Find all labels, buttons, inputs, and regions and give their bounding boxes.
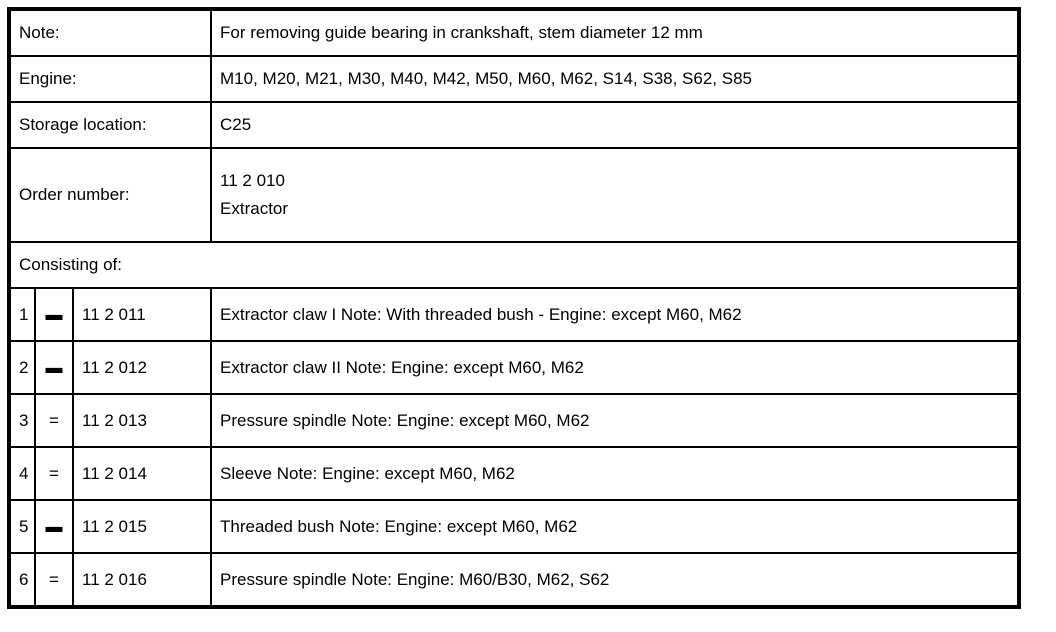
item-order-number: 11 2 015 bbox=[73, 500, 211, 553]
item-description: Sleeve Note: Engine: except M60, M62 bbox=[211, 447, 1019, 500]
section-header-row bbox=[9, 242, 1019, 288]
equals-symbol: = bbox=[35, 447, 73, 500]
item-order-number: 11 2 016 bbox=[73, 553, 211, 607]
table-row bbox=[9, 500, 1019, 553]
order-number-code: 11 2 010 bbox=[220, 170, 285, 190]
item-order-number: 11 2 011 bbox=[73, 288, 211, 341]
item-number: 3 bbox=[9, 394, 35, 447]
item-number: 4 bbox=[9, 447, 35, 500]
table-row bbox=[9, 553, 1019, 607]
equals-symbol: ▬ bbox=[35, 288, 73, 341]
equals-symbol: ▬ bbox=[35, 500, 73, 553]
item-number: 6 bbox=[9, 553, 35, 607]
note-label: Note: bbox=[9, 9, 211, 56]
table-row bbox=[9, 394, 1019, 447]
equals-symbol: = bbox=[35, 394, 73, 447]
info-row-note bbox=[9, 9, 1019, 56]
item-description: Pressure spindle Note: Engine: except M60, M62 bbox=[211, 394, 1019, 447]
equals-symbol: ▬ bbox=[35, 341, 73, 394]
item-description: Extractor claw I Note: With threaded bush - Engine: except M60, M62 bbox=[211, 288, 1019, 341]
table-row bbox=[9, 341, 1019, 394]
item-order-number: 11 2 012 bbox=[73, 341, 211, 394]
item-description: Extractor claw II Note: Engine: except M60, M62 bbox=[211, 341, 1019, 394]
item-order-number: 11 2 013 bbox=[73, 394, 211, 447]
section-header: Consisting of: bbox=[9, 242, 1019, 288]
order-number-label: Order number: bbox=[9, 148, 211, 242]
order-number-value bbox=[211, 148, 1019, 242]
engine-label: Engine: bbox=[9, 56, 211, 102]
info-row-storage-location bbox=[9, 102, 1019, 148]
note-value: For removing guide bearing in crankshaft, stem diameter 12 mm bbox=[211, 9, 1019, 56]
item-number: 5 bbox=[9, 500, 35, 553]
item-number: 1 bbox=[9, 288, 35, 341]
tool-spec-table bbox=[7, 7, 1021, 609]
storage-location-value: C25 bbox=[211, 102, 1019, 148]
item-description: Threaded bush Note: Engine: except M60, M62 bbox=[211, 500, 1019, 553]
info-row-engine bbox=[9, 56, 1019, 102]
engine-value: M10, M20, M21, M30, M40, M42, M50, M60, M62, S14, S38, S62, S85 bbox=[211, 56, 1019, 102]
order-number-name: Extractor bbox=[220, 199, 289, 218]
table-row bbox=[9, 288, 1019, 341]
storage-location-label: Storage location: bbox=[9, 102, 211, 148]
item-number: 2 bbox=[9, 341, 35, 394]
item-order-number: 11 2 014 bbox=[73, 447, 211, 500]
info-row-order-number bbox=[9, 148, 1019, 242]
equals-symbol: = bbox=[35, 553, 73, 607]
item-description: Pressure spindle Note: Engine: M60/B30, M62, S62 bbox=[211, 553, 1019, 607]
table-row bbox=[9, 447, 1019, 500]
